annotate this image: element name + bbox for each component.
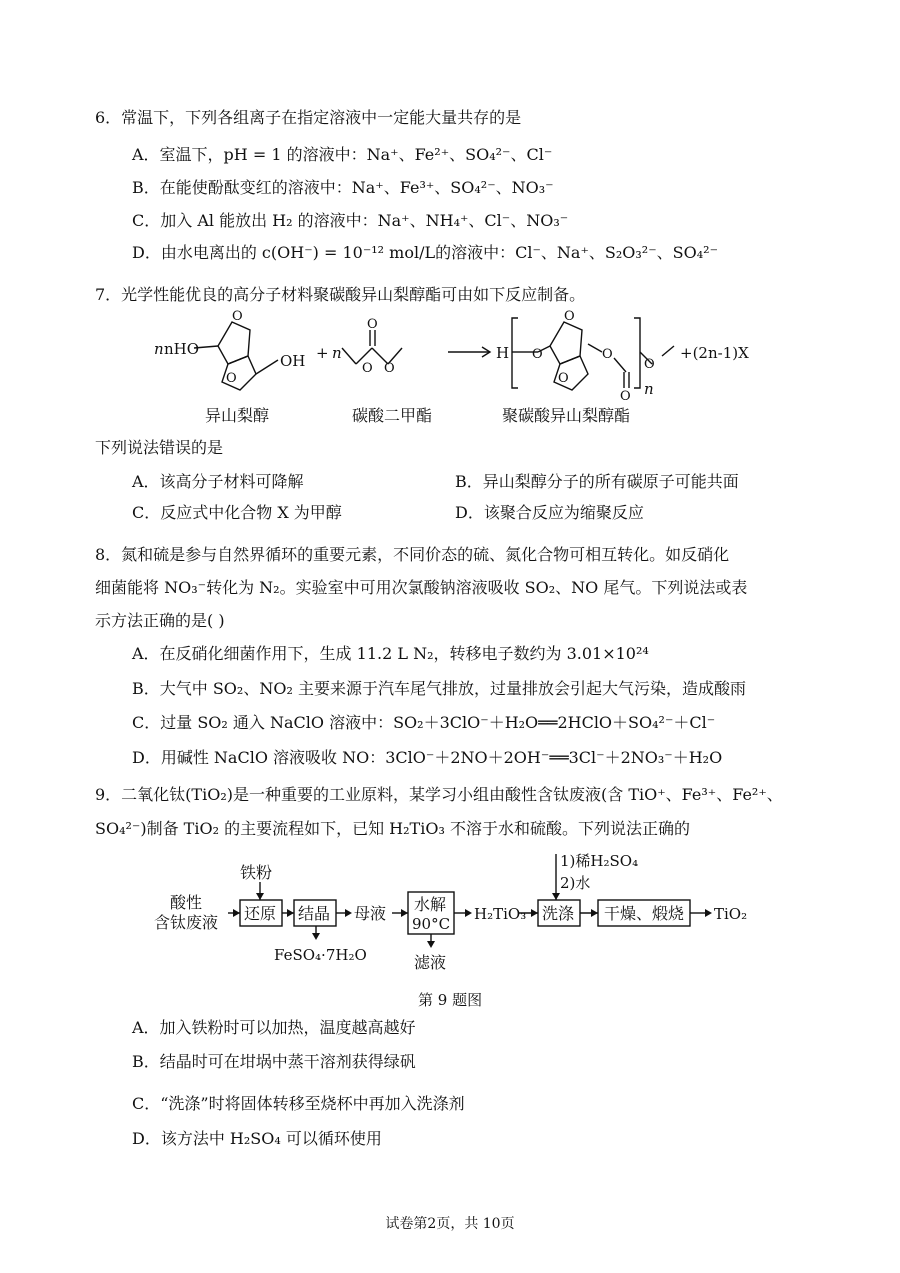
q8-option-b: B．大气中 SO₂、NO₂ 主要来源于汽车尾气排放，过量排放会引起大气污染，造成酸雨 [132, 679, 746, 698]
q9-iron-powder: 铁粉 [240, 863, 273, 882]
q7-prompt: 下列说法错误的是 [95, 438, 224, 457]
page-footer: 试卷第2页，共 10页 [385, 1216, 515, 1232]
q7-option-a: A．该高分子材料可降解 [132, 472, 304, 491]
q8-stem-line3: 示方法正确的是( ) [95, 611, 225, 630]
svg-text:O: O [564, 309, 575, 324]
q9-step-hydrolysis: 水解 [414, 895, 447, 914]
q7-reactant1-prefix: nHO [164, 340, 200, 358]
svg-text:O: O [362, 361, 373, 376]
q9-step-hydrolysis-temp: 90°C [412, 915, 451, 933]
q7-subscript-n: n [644, 380, 654, 398]
q9-caption: 第 9 题图 [418, 991, 483, 1009]
q6-stem: 6．常温下，下列各组离子在指定溶液中一定能大量共存的是 [95, 108, 522, 127]
svg-text:O: O [602, 347, 613, 362]
q9-step-wash: 洗涤 [542, 904, 575, 923]
q9-option-c: C．“洗涤”时将固体转移至烧杯中再加入洗涤剂 [132, 1094, 465, 1113]
q9-feed-line2: 含钛废液 [154, 913, 219, 932]
q9-option-b: B．结晶时可在坩埚中蒸干溶剂获得绿矾 [132, 1052, 416, 1071]
svg-text:O: O [232, 309, 243, 324]
q9-stem-line2: SO₄²⁻)制备 TiO₂ 的主要流程如下，已知 H₂TiO₃ 不溶于水和硫酸。下列说法正确的 [95, 819, 690, 838]
q7-option-b: B．异山梨醇分子的所有碳原子可能共面 [455, 472, 739, 491]
q6-option-c: C．加入 Al 能放出 H₂ 的溶液中：Na⁺、NH₄⁺、Cl⁻、NO₃⁻ [132, 211, 569, 230]
q9-option-d: D．该方法中 H₂SO₄ 可以循环使用 [132, 1129, 382, 1148]
q8-option-a: A．在反硝化细菌作用下，生成 11.2 L N₂，转移电子数约为 3.01×10²⁴ [132, 644, 649, 663]
q7-plus: + [316, 344, 329, 362]
q9-byproduct: FeSO₄·7H₂O [274, 946, 367, 964]
svg-text:O: O [644, 357, 655, 372]
q8-option-d: D．用碱性 NaClO 溶液吸收 NO：3ClO⁻＋2NO＋2OH⁻══3Cl⁻＋2NO₃⁻＋H₂O [132, 748, 723, 767]
q9-mother-liquor: 母液 [354, 904, 387, 923]
svg-text:O: O [384, 361, 395, 376]
q9-feed-line1: 酸性 [170, 893, 203, 912]
svg-text:O: O [367, 317, 378, 332]
q9-product: TiO₂ [714, 905, 748, 923]
q7-option-d: D．该聚合反应为缩聚反应 [455, 503, 644, 522]
q9-filtrate: 滤液 [414, 953, 447, 972]
q7-reactant1-suffix: OH [280, 352, 306, 370]
q8-option-c: C．过量 SO₂ 通入 NaClO 溶液中：SO₂＋3ClO⁻＋H₂O══2HClO＋SO₄²⁻＋Cl⁻ [132, 713, 716, 732]
q7-byproduct: +(2n-1)X [680, 344, 749, 362]
q9-flowchart [140, 848, 780, 974]
q9-wash-add-1: 1)稀H₂SO₄ [560, 852, 639, 870]
q9-stem-line1: 9．二氧化钛(TiO₂)是一种重要的工业原料，某学习小组由酸性含钛废液(含 TiO⁺、Fe³⁺、Fe²⁺、 [95, 785, 783, 804]
q9-step-crystallize: 结晶 [298, 904, 331, 923]
q7-option-c: C．反应式中化合物 X 为甲醇 [132, 503, 342, 522]
q9-option-a: A．加入铁粉时可以加热，温度越高越好 [132, 1018, 416, 1037]
q8-stem-line1: 8．氮和硫是参与自然界循环的重要元素，不同价态的硫、氮化合物可相互转化。如反硝化 [95, 545, 730, 564]
q8-stem-line2: 细菌能将 NO₃⁻转化为 N₂。实验室中可用次氯酸钠溶液吸收 SO₂、NO 尾气。下列说法或表 [95, 578, 748, 597]
q7-product-h: H [496, 344, 510, 362]
svg-text:O: O [532, 347, 543, 362]
svg-text:O: O [558, 371, 569, 386]
q9-step-dry-calcine: 干燥、煅烧 [604, 904, 685, 923]
q9-step-reduce: 还原 [244, 904, 277, 923]
q7-label-polymer: 聚碳酸异山梨醇酯 [502, 406, 631, 425]
q9-wash-add-2: 2)水 [560, 874, 591, 892]
q7-stem: 7．光学性能优良的高分子材料聚碳酸异山梨醇酯可由如下反应制备。 [95, 285, 586, 304]
q7-coef-n1: n [154, 340, 164, 358]
q9-h2tio3: H₂TiO₃ [474, 905, 527, 923]
svg-text:O: O [620, 389, 631, 404]
q7-label-isosorbide: 异山梨醇 [205, 406, 270, 425]
svg-text:O: O [226, 371, 237, 386]
q6-option-a: A．室温下，pH = 1 的溶液中：Na⁺、Fe²⁺、SO₄²⁻、Cl⁻ [132, 145, 553, 164]
q7-coef-n2: n [332, 344, 342, 362]
q6-option-d: D．由水电离出的 c(OH⁻) = 10⁻¹² mol/L的溶液中：Cl⁻、Na⁺、S₂O₃²⁻、SO₄²⁻ [132, 243, 719, 262]
q6-option-b: B．在能使酚酞变红的溶液中：Na⁺、Fe³⁺、SO₄²⁻、NO₃⁻ [132, 178, 554, 197]
q7-label-dimethyl-carbonate: 碳酸二甲酯 [352, 406, 433, 425]
